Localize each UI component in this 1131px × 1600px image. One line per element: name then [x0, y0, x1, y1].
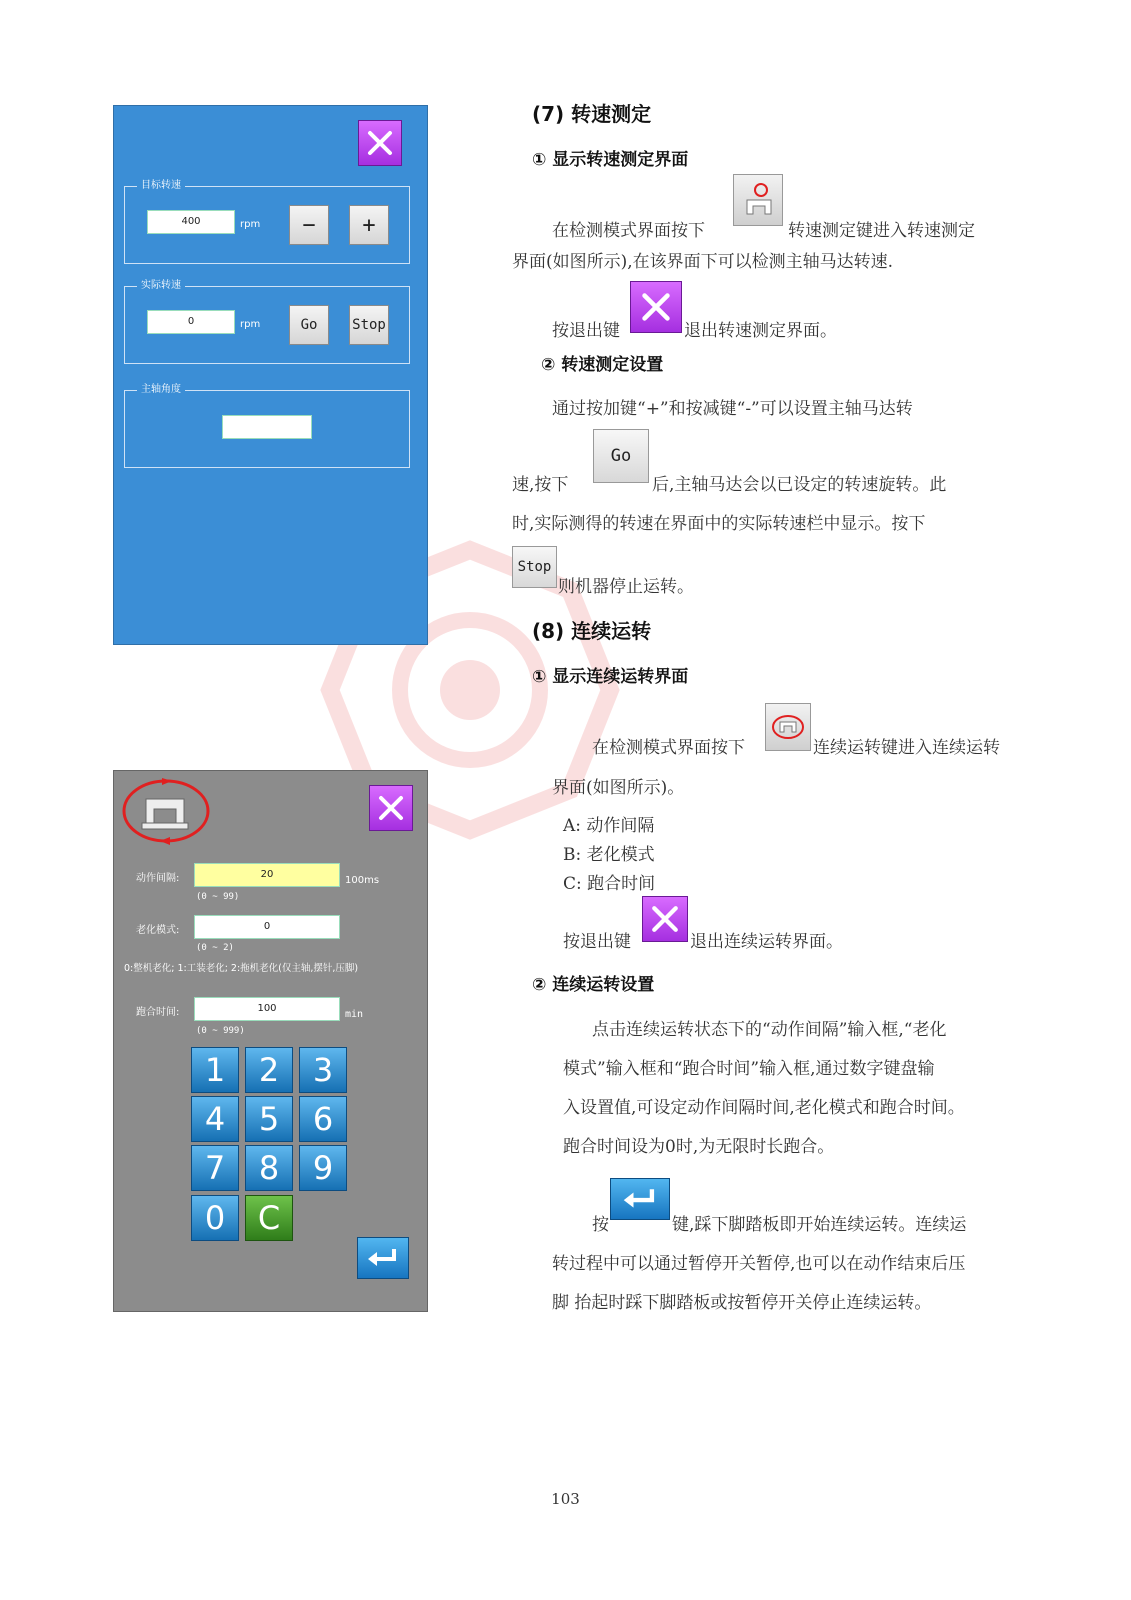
- target-speed-label: 目标转速: [137, 179, 185, 193]
- plus-button[interactable]: +: [349, 205, 389, 245]
- spindle-angle-field: [222, 415, 312, 439]
- section-7-1-title: ① 显示转速测定界面: [532, 150, 689, 170]
- s8-1-line1a: 在检测模式界面按下: [592, 738, 745, 758]
- s8-2-line4: 跑合时间设为0时,为无限时长跑合。: [563, 1137, 835, 1157]
- stop-key-icon: Stop: [512, 546, 557, 588]
- section-8-title: (8) 连续运转: [532, 619, 652, 643]
- section-8-1-title: ① 显示连续运转界面: [532, 667, 689, 687]
- close-icon: [366, 129, 394, 157]
- go-key-icon: Go: [593, 429, 649, 483]
- section-7-title: (7) 转速测定: [532, 102, 652, 126]
- key-8[interactable]: 8: [245, 1145, 293, 1191]
- run-time-label: 跑合时间:: [136, 1007, 180, 1018]
- actual-speed-group: [124, 280, 410, 364]
- key-3[interactable]: 3: [299, 1047, 347, 1093]
- s7-1-line3b: 退出转速测定界面。: [684, 321, 837, 341]
- s7-1-line1b: 转速测定键进入转速测定: [788, 221, 975, 241]
- stop-button[interactable]: Stop: [349, 305, 389, 345]
- section-7-2-title: ② 转速测定设置: [541, 355, 664, 375]
- target-speed-field[interactable]: 400: [147, 210, 235, 234]
- continuous-run-icon: [118, 775, 214, 847]
- key-clear[interactable]: C: [245, 1195, 293, 1241]
- key-9[interactable]: 9: [299, 1145, 347, 1191]
- enter-icon: [621, 1186, 659, 1212]
- enter-button[interactable]: [357, 1237, 409, 1279]
- s7-1-line3a: 按退出键: [552, 321, 620, 341]
- s7-2-line2a: 速,按下: [512, 475, 569, 495]
- key-6[interactable]: 6: [299, 1096, 347, 1142]
- s8-1-item-b: B: 老化模式: [563, 845, 655, 865]
- s8-1-line2: 界面(如图所示)。: [552, 778, 685, 798]
- aging-field[interactable]: 0: [194, 915, 340, 939]
- speed-test-panel: [113, 105, 428, 645]
- key-1[interactable]: 1: [191, 1047, 239, 1093]
- target-speed-group: [124, 180, 410, 264]
- exit-key-icon: [642, 896, 688, 942]
- run-time-range: (0 ~ 999): [196, 1026, 245, 1036]
- s8-2-line5b: 键,踩下脚踏板即开始连续运转。连续运: [672, 1215, 967, 1235]
- s8-2-line2: 模式”输入框和“跑合时间”输入框,通过数字键盘输: [563, 1059, 935, 1079]
- spindle-angle-group: [124, 384, 410, 468]
- aging-label: 老化模式:: [136, 925, 180, 936]
- s8-1-exit-b: 退出连续运转界面。: [690, 932, 843, 952]
- s7-2-line4: 则机器停止运转。: [558, 577, 694, 597]
- interval-unit: 100ms: [345, 875, 380, 886]
- actual-speed-field: 0: [147, 310, 235, 334]
- key-4[interactable]: 4: [191, 1096, 239, 1142]
- s8-1-item-c: C: 跑合时间: [563, 874, 656, 894]
- key-0[interactable]: 0: [191, 1195, 239, 1241]
- close-icon: [640, 291, 672, 323]
- s8-1-item-a: A: 动作间隔: [563, 816, 655, 836]
- s7-2-line1: 通过按加键“+”和按减键“-”可以设置主轴马达转: [552, 399, 913, 419]
- run-time-field[interactable]: 100: [194, 997, 340, 1021]
- s8-1-line1b: 连续运转键进入连续运转: [813, 738, 1000, 758]
- close-icon: [650, 904, 680, 934]
- interval-field[interactable]: 20: [194, 863, 340, 887]
- key-7[interactable]: 7: [191, 1145, 239, 1191]
- s7-2-line2b: 后,主轴马达会以已设定的转速旋转。此: [652, 475, 947, 495]
- close-button[interactable]: [369, 785, 413, 831]
- go-button[interactable]: Go: [289, 305, 329, 345]
- section-8-2-title: ② 连续运转设置: [532, 975, 655, 995]
- key-2[interactable]: 2: [245, 1047, 293, 1093]
- key-5[interactable]: 5: [245, 1096, 293, 1142]
- actual-speed-label: 实际转速: [137, 279, 185, 293]
- interval-range: (0 ~ 99): [196, 892, 240, 902]
- continuous-run-key-icon: [765, 703, 811, 751]
- aging-options: 0:整机老化; 1:工装老化; 2:拖机老化(仅主轴,摆针,压脚): [124, 963, 359, 974]
- s8-2-line7: 脚 抬起时踩下脚踏板或按暂停开关停止连续运转。: [552, 1293, 932, 1313]
- minus-button[interactable]: −: [289, 205, 329, 245]
- speed-test-key-icon: [733, 174, 783, 226]
- target-speed-unit: rpm: [240, 219, 261, 230]
- interval-label: 动作间隔:: [136, 873, 180, 884]
- run-time-unit: min: [345, 1009, 364, 1020]
- s7-2-line3: 时,实际测得的转速在界面中的实际转速栏中显示。按下: [512, 514, 926, 534]
- s8-1-exit-a: 按退出键: [563, 932, 631, 952]
- continuous-run-icon: [770, 712, 806, 742]
- actual-speed-unit: rpm: [240, 319, 261, 330]
- s7-1-line2: 界面(如图所示),在该界面下可以检测主轴马达转速.: [512, 252, 894, 272]
- enter-key-icon: [610, 1178, 670, 1220]
- exit-key-icon: [630, 281, 682, 333]
- s7-1-line1a: 在检测模式界面按下: [552, 221, 705, 241]
- spindle-angle-label: 主轴角度: [137, 383, 185, 397]
- aging-range: (0 ~ 2): [196, 943, 234, 953]
- speed-test-icon: [739, 180, 777, 220]
- close-icon: [377, 794, 405, 822]
- continuous-run-panel: [113, 770, 428, 1312]
- s8-2-line3: 入设置值,可设定动作间隔时间,老化模式和跑合时间。: [563, 1098, 965, 1118]
- close-button[interactable]: [358, 120, 402, 166]
- enter-icon: [366, 1246, 400, 1270]
- s8-2-line1: 点击连续运转状态下的“动作间隔”输入框,“老化: [592, 1020, 947, 1040]
- s8-2-line6: 转过程中可以通过暂停开关暂停,也可以在动作结束后压: [552, 1254, 966, 1274]
- page-number: 103: [551, 1490, 580, 1508]
- s8-2-line5a: 按: [592, 1215, 609, 1235]
